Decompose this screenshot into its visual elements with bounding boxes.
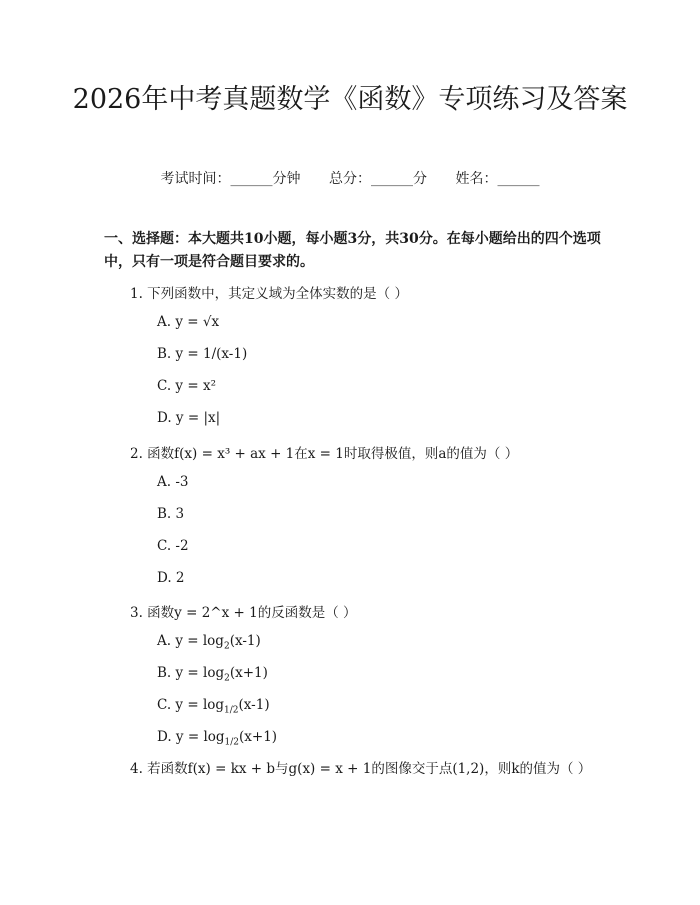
document-title: 2026年中考真题数学《函数》专项练习及答案: [72, 84, 628, 115]
question-3-option-d: D. $y = \log_{1/2}(x+1)$: [157, 729, 278, 748]
exam-time: 考试时间：______分钟: [160, 171, 301, 187]
question-2-option-a: A. -3: [157, 474, 189, 490]
question-3: 3. 函数y = 2^x + 1的反函数是（ ）: [130, 605, 357, 621]
question-1-option-d: D. y = |x|: [157, 410, 221, 426]
question-2: 2. 函数f(x) = x³ + ax + 1在x = 1时取得极值，则a的值为（ ）: [130, 446, 519, 462]
exam-info: [0, 168, 700, 188]
student-name: 姓名：______: [455, 171, 540, 187]
question-2-option-c: C. -2: [157, 538, 189, 554]
question-4: 4. 若函数f(x) = kx + b与g(x) = x + 1的图像交于点(1,2)，则k的值为（ ）: [130, 761, 592, 777]
question-1-option-a: A. y = √x: [157, 314, 220, 330]
question-3-option-a: A. $y = \log_2(x-1)$: [157, 633, 261, 652]
question-2-option-b: B. 3: [157, 506, 185, 522]
question-3-option-b: B. $y = \log_2(x+1)$: [157, 665, 268, 684]
total-score: 总分：______分: [329, 171, 427, 187]
question-1-option-b: B. y = 1/(x-1): [157, 346, 248, 362]
question-3-option-c: C. $y = \log_{1/2}(x-1)$: [157, 697, 270, 716]
question-2-option-d: D. 2: [157, 570, 185, 586]
question-1-option-c: C. y = x²: [157, 378, 216, 394]
section-header: 一、选择题：本大题共10小题，每小题3分，共30分。在每小题给出的四个选项中，只有一项是符合题目要求的。: [104, 231, 601, 270]
question-1: 1. 下列函数中，其定义域为全体实数的是（ ）: [130, 286, 408, 302]
